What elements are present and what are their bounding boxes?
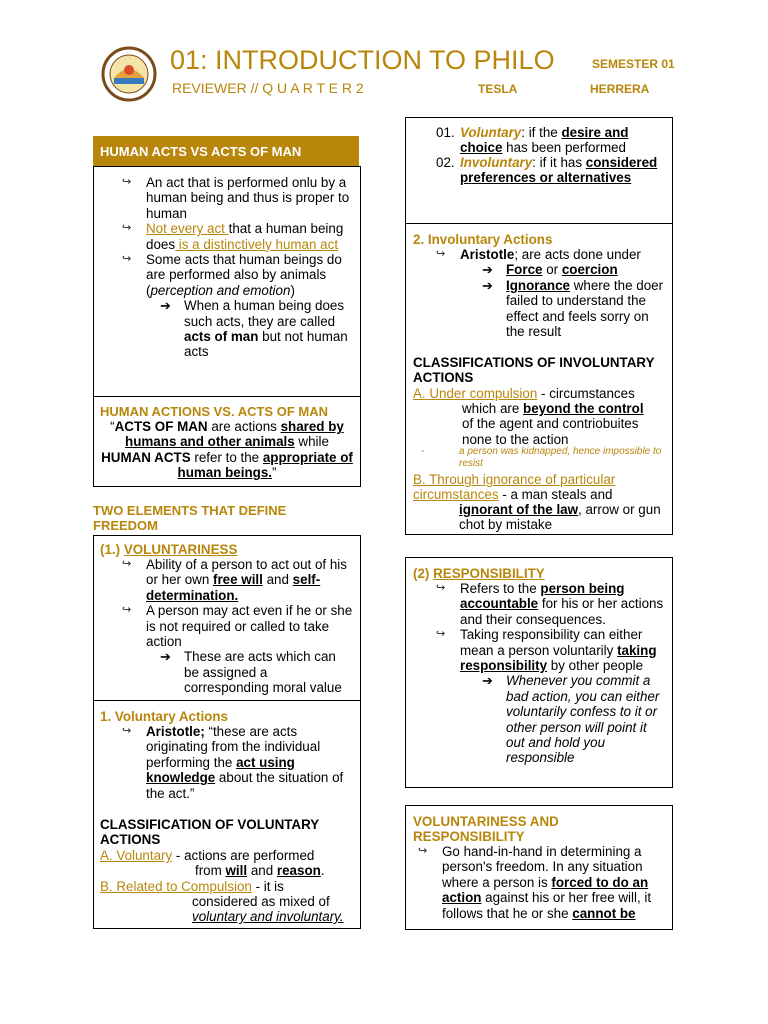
document-title: 01: INTRODUCTION TO PHILO xyxy=(170,45,555,75)
list-item: 01. Voluntary: if the desire and choice has been performed xyxy=(436,125,629,156)
list-item: ↪ Taking responsibility can either mean a person voluntarily taking responsibility by other people xyxy=(436,627,657,674)
voluntary-class-a-cont: from will and reason. xyxy=(195,863,325,878)
sub-list-item: ➔ When a human being does such acts, they are called acts of man but not human acts xyxy=(160,298,348,360)
classification-involuntary-heading: CLASSIFICATIONS OF INVOLUNTARY ACTIONS xyxy=(413,355,655,386)
sub-list-item: ➔ Force or coercion xyxy=(482,262,618,278)
author-last-name: HERRERA xyxy=(590,82,650,96)
two-elements-heading: TWO ELEMENTS THAT DEFINE FREEDOM xyxy=(93,503,287,533)
curved-arrow-icon: ↪ xyxy=(436,248,446,260)
sub-list-item: ➔ Ignorance where the doer failed to understand the effect and feels sorry on the result xyxy=(482,277,664,340)
sub-list-item: ➔ Whenever you commit a bad action, you can either voluntarily confess to it or other person will point it out and hold you responsible xyxy=(482,673,660,766)
human-acts-box xyxy=(93,166,361,397)
list-item: ↪ Some acts that human beings do are performed also by animals (perception and emotion) xyxy=(122,252,342,298)
list-item: ↪ Go hand-in-hand in determining a person's freedom. In any situation where a person is forced to do an action against his or her free will, it follows that he or she cannot be xyxy=(418,844,652,921)
right-arrow-icon: ➔ xyxy=(160,298,171,314)
involuntary-actions-heading: 2. Involuntary Actions xyxy=(413,232,553,247)
curved-arrow-icon: ↪ xyxy=(122,558,132,570)
sub-list-item: ➔ These are acts which can be assigned a corresponding moral value xyxy=(160,649,342,696)
author-first-name: TESLA xyxy=(478,82,518,96)
classification-voluntary-heading: CLASSIFICATION OF VOLUNTARY ACTIONS xyxy=(100,817,319,848)
right-arrow-icon: ➔ xyxy=(160,649,171,665)
vol-resp-heading: VOLUNTARINESS AND RESPONSIBILITY xyxy=(413,814,559,845)
curved-arrow-icon: ↪ xyxy=(436,582,446,594)
list-item: ↪ Aristotle; are acts done under xyxy=(436,247,641,262)
list-item: ↪ Refers to the person being accountable for his or her actions and their consequences. xyxy=(436,581,664,627)
list-item: ↪ A person may act even if he or she is not required or called to take action xyxy=(122,603,353,650)
human-actions-box xyxy=(93,396,361,487)
curved-arrow-icon: ↪ xyxy=(436,628,446,641)
involuntary-class-b-cont: ignorant of the law, arrow or gun chot by mistake xyxy=(459,502,661,533)
right-arrow-icon: ➔ xyxy=(482,262,493,278)
voluntariness-responsibility-box xyxy=(405,805,673,930)
involuntary-class-b: B. Through ignorance of particular circumstances - a man steals and xyxy=(413,472,616,503)
voluntary-actions-heading: 1. Voluntary Actions xyxy=(100,709,228,724)
human-actions-quote: “ACTS OF MAN are actions shared by humans and other animals while HUMAN ACTS refer to the appropriate of human beings.” xyxy=(101,419,353,481)
voluntary-actions-box xyxy=(93,700,361,929)
human-acts-heading-bar xyxy=(93,136,359,166)
right-arrow-icon: ➔ xyxy=(482,673,493,689)
voluntariness-heading: (1.) VOLUNTARINESS xyxy=(100,542,238,557)
curved-arrow-icon: ↪ xyxy=(122,604,132,617)
involuntary-actions-box xyxy=(405,223,673,535)
school-seal-logo xyxy=(100,46,158,102)
right-arrow-icon: ➔ xyxy=(482,277,493,293)
voluntariness-box xyxy=(93,535,361,701)
curved-arrow-icon: ↪ xyxy=(122,222,132,235)
list-item: ↪ Aristotle; “these are acts originating from the individual performing the act using knowledge about the situation of the act.” xyxy=(122,724,344,801)
involuntary-class-a: A. Under compulsion - circumstances xyxy=(413,386,635,401)
voluntary-class-b: B. Related to Compulsion - it is xyxy=(100,879,284,894)
list-item: ↪ Ability of a person to act out of his or her own free will and self-determination. xyxy=(122,557,347,603)
semester-label: SEMESTER 01 xyxy=(592,57,675,71)
curved-arrow-icon: ↪ xyxy=(122,725,132,737)
curved-arrow-icon: ↪ xyxy=(122,176,132,188)
list-item: ↪ An act that is performed onlu by a human being and thus is proper to human xyxy=(122,175,350,221)
voluntary-class-b-cont: considered as mixed of xyxy=(192,894,330,909)
voluntary-class-b-cont2: voluntary and involuntary. xyxy=(192,909,344,924)
human-actions-heading: HUMAN ACTIONS VS. ACTS OF MAN xyxy=(100,404,328,419)
responsibility-heading: (2) RESPONSIBILITY xyxy=(413,566,545,581)
curved-arrow-icon: ↪ xyxy=(122,253,132,266)
voluntary-involuntary-box xyxy=(405,117,673,224)
reviewer-subtitle: REVIEWER // Q U A R T E R 2 xyxy=(172,80,364,96)
human-acts-heading: HUMAN ACTS VS ACTS OF MAN xyxy=(100,144,302,159)
involuntary-example-note: - a person was kidnapped, hence impossible to resist xyxy=(421,446,662,469)
involuntary-class-a-cont: which are beyond the control of the agent and contriobuites none to the action xyxy=(462,401,644,447)
curved-arrow-icon: ↪ xyxy=(418,845,428,857)
list-item: 02. Involuntary: if it has considered preferences or alternatives xyxy=(436,155,658,186)
voluntary-class-a: A. Voluntary - actions are performed xyxy=(100,848,315,863)
list-item: ↪ Not every act that a human being does is a distinctively human act xyxy=(122,221,344,252)
responsibility-box xyxy=(405,557,673,788)
